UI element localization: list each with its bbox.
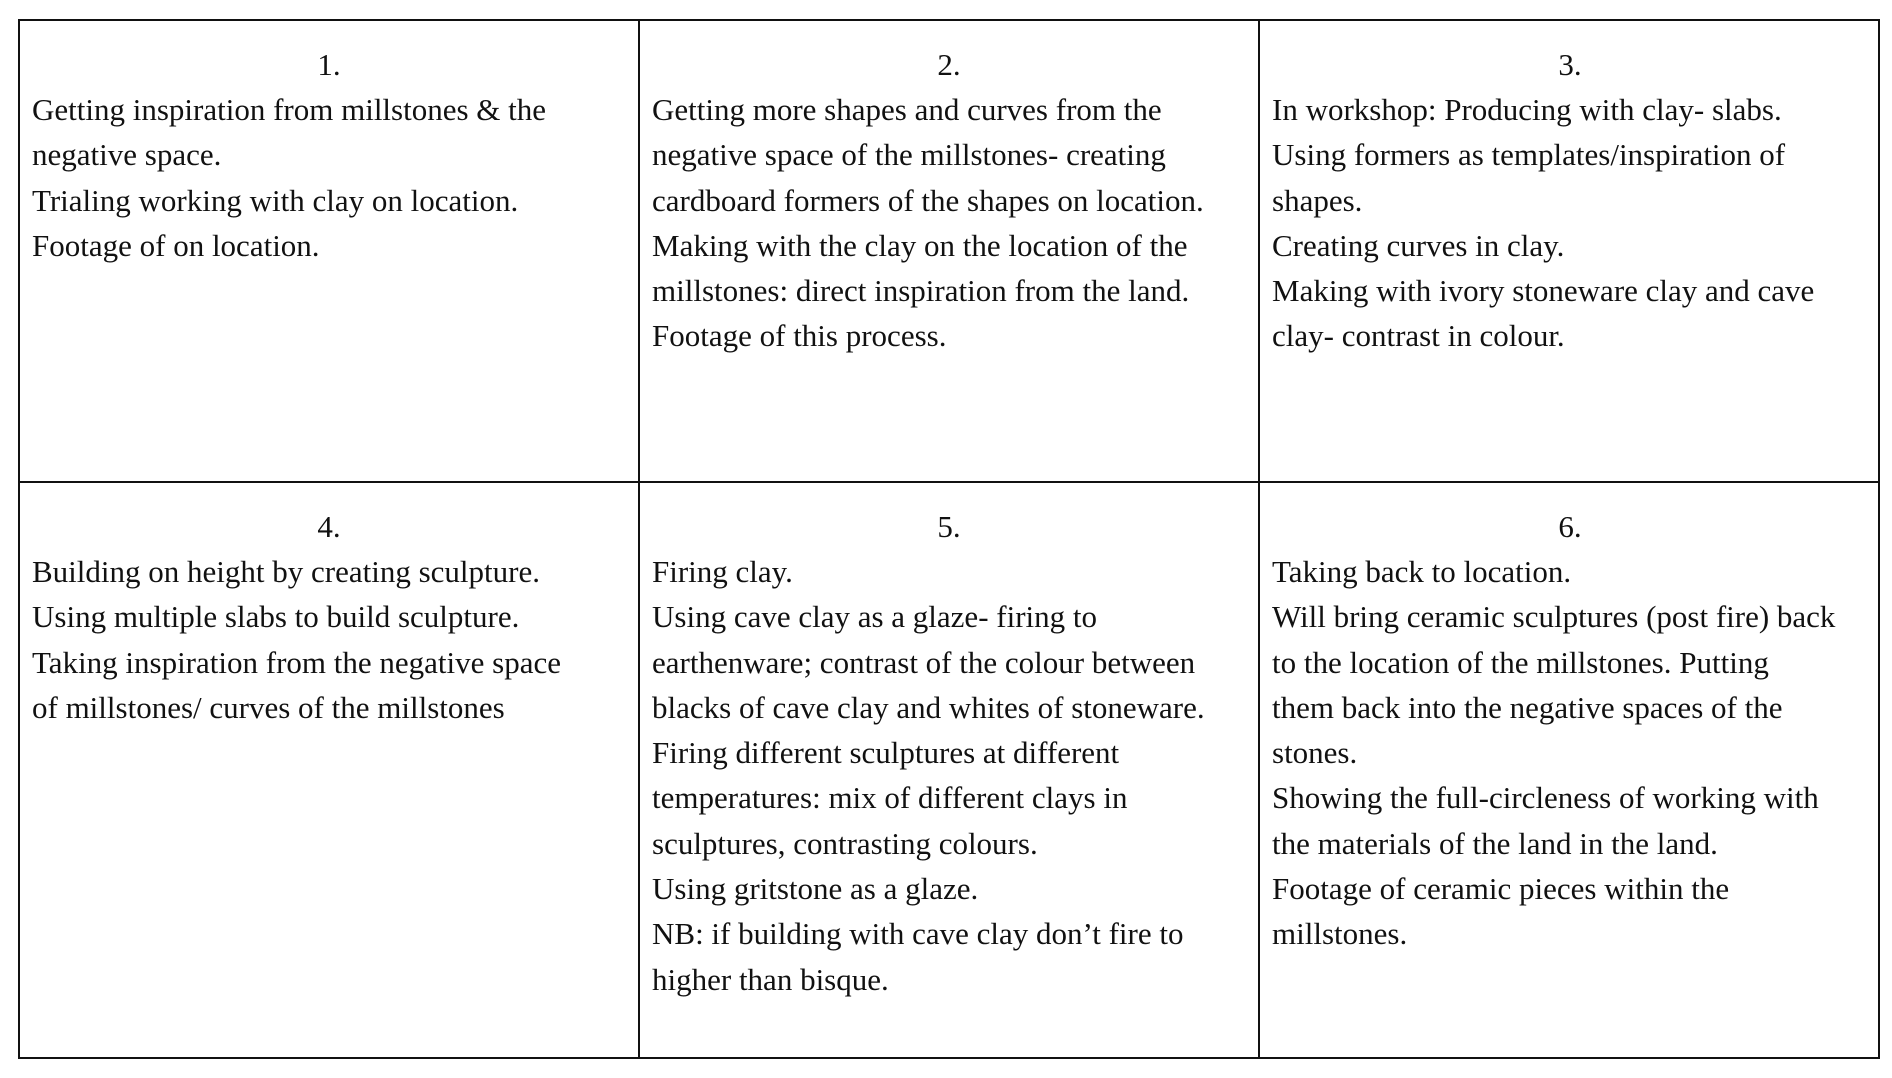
- text-line: Taking back to location.: [1272, 554, 1572, 589]
- text-line: Showing the full-circleness of working with: [1272, 780, 1819, 816]
- text-line: the materials of the land in the land.: [1272, 825, 1718, 861]
- text-line: Firing clay.: [652, 554, 793, 589]
- text-line: Making with the clay on the location of the: [652, 227, 1188, 263]
- text-line: Using cave clay as a glaze- firing to: [652, 599, 1098, 635]
- process-table: [18, 19, 1880, 1059]
- table-cell-2: [640, 21, 1260, 483]
- cell-number: 6.: [1558, 509, 1582, 544]
- cell-text: [652, 549, 1246, 1002]
- text-line: them back into the negative spaces of the: [1272, 689, 1783, 725]
- text-line: In workshop: Producing with clay- slabs.: [1272, 92, 1782, 127]
- table-cell-6: [1260, 483, 1880, 1059]
- text-line: Making with ivory stoneware clay and cave: [1272, 273, 1815, 309]
- text-line: to the location of the millstones. Putting: [1272, 644, 1769, 680]
- text-line: millstones.: [1272, 916, 1408, 952]
- cell-number: 4.: [317, 509, 341, 544]
- text-line: NB: if building with cave clay don’t fire to: [652, 916, 1184, 952]
- text-line: Using formers as templates/inspiration of: [1272, 137, 1786, 173]
- text-line: Will bring ceramic sculptures (post fire) back: [1272, 599, 1836, 635]
- text-line: cardboard formers of the shapes on location.: [652, 182, 1204, 218]
- text-line: shapes.: [1272, 182, 1363, 218]
- cell-text: [1272, 549, 1868, 957]
- text-line: of millstones/ curves of the millstones: [32, 689, 505, 725]
- text-line: temperatures: mix of different clays in: [652, 780, 1128, 816]
- text-line: Footage of ceramic pieces within the: [1272, 871, 1730, 907]
- cell-text: [1272, 87, 1868, 359]
- cell-number: 1.: [317, 47, 341, 82]
- table-cell-3: [1260, 21, 1880, 483]
- text-line: clay- contrast in colour.: [1272, 318, 1565, 354]
- cell-number: 5.: [937, 509, 961, 544]
- text-line: Using multiple slabs to build sculpture.: [32, 599, 520, 635]
- cell-text: [32, 549, 626, 730]
- text-line: millstones: direct inspiration from the land.: [652, 273, 1190, 309]
- text-line: Using gritstone as a glaze.: [652, 871, 979, 907]
- cell-number: 2.: [937, 47, 961, 82]
- text-line: higher than bisque.: [652, 961, 889, 997]
- text-line: negative space.: [32, 137, 222, 173]
- text-line: stones.: [1272, 735, 1358, 771]
- cell-number: 3.: [1558, 47, 1582, 82]
- text-line: earthenware; contrast of the colour between: [652, 644, 1196, 680]
- text-line: Creating curves in clay.: [1272, 227, 1565, 263]
- text-line: blacks of cave clay and whites of stoneware.: [652, 689, 1205, 725]
- text-line: Trialing working with clay on location.: [32, 182, 519, 218]
- text-line: Getting inspiration from millstones & the: [32, 92, 547, 127]
- table-cell-4: [20, 483, 640, 1059]
- text-line: Footage of on location.: [32, 227, 320, 263]
- text-line: Getting more shapes and curves from the: [652, 92, 1162, 127]
- text-line: Taking inspiration from the negative space: [32, 644, 561, 680]
- table-cell-1: [20, 21, 640, 483]
- text-line: negative space of the millstones- creating: [652, 137, 1166, 173]
- text-line: sculptures, contrasting colours.: [652, 825, 1038, 861]
- table-cell-5: [640, 483, 1260, 1059]
- text-line: Footage of this process.: [652, 318, 947, 354]
- text-line: Building on height by creating sculpture.: [32, 554, 540, 589]
- cell-text: [32, 87, 626, 268]
- text-line: Firing different sculptures at different: [652, 735, 1120, 771]
- cell-text: [652, 87, 1246, 359]
